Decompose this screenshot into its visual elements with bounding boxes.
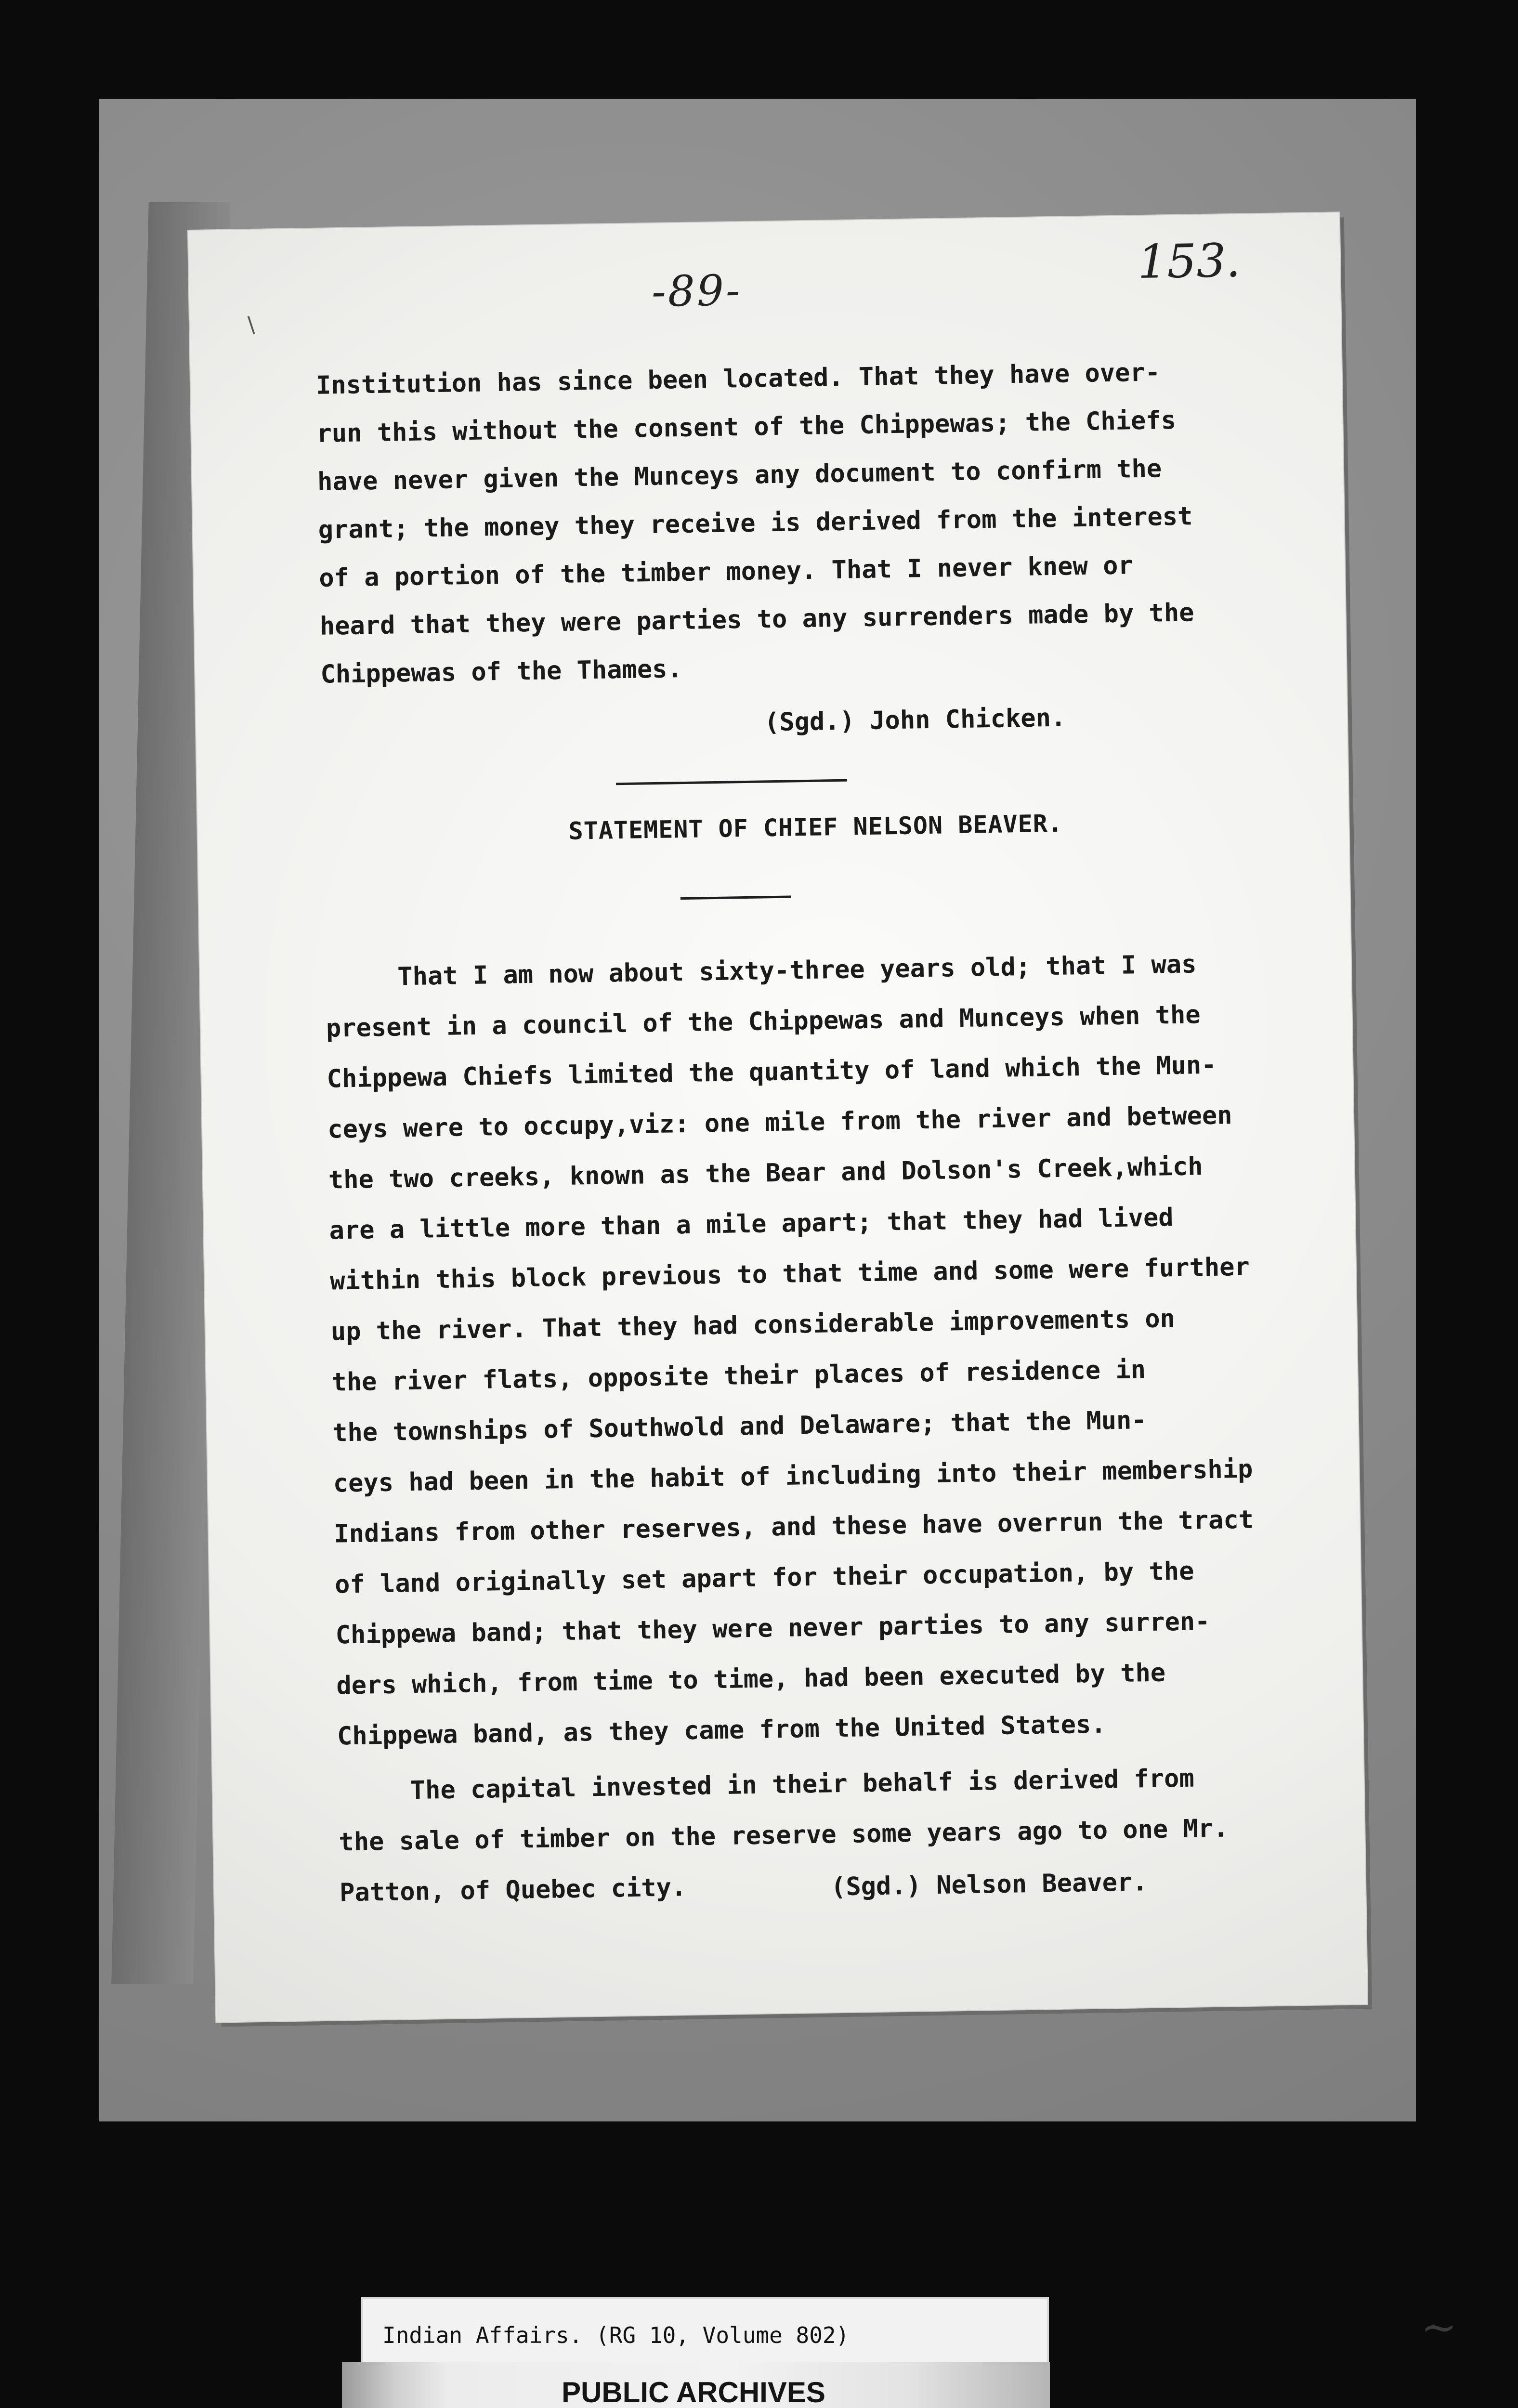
folio-number: 153. (1137, 233, 1241, 289)
text-line: of a portion of the timber money. That I never knew or (318, 551, 1134, 593)
text-line: up the river. That they had considerable improvements on (330, 1304, 1176, 1347)
divider-rule-top (616, 779, 847, 785)
text-line: are a little more than a mile apart; that they had lived (329, 1203, 1174, 1245)
text-line: the river flats, opposite their places of residence in (331, 1355, 1146, 1397)
archives-stamp (342, 2362, 1050, 2408)
page-number: -89- (651, 265, 743, 316)
text-line: the two creeks, known as the Bear and Dolson's Creek,which (328, 1152, 1203, 1195)
text-line: run this without the consent of the Chippewas; the Chiefs (316, 406, 1177, 448)
archives-stamp-text (477, 2377, 910, 2408)
text-line: Patton, of Quebec city. (339, 1873, 687, 1908)
text-line: Chippewas of the Thames. (320, 654, 683, 689)
archive-reference: Indian Affairs. (RG 10, Volume 802) (382, 2322, 850, 2348)
margin-mark: \ (247, 311, 255, 338)
section-heading: STATEMENT OF CHIEF NELSON BEAVER. (568, 809, 1063, 845)
text-line: The capital invested in their behalf is derived from (410, 1764, 1195, 1806)
text-line: Chippewa band, as they came from the United States. (337, 1710, 1106, 1751)
signature-nelson-beaver: (Sgd.) Nelson Beaver. (830, 1868, 1148, 1902)
text-line: the sale of timber on the reserve some years ago to one Mr. (339, 1814, 1229, 1857)
text-line: heard that they were parties to any surrenders made by the (319, 598, 1194, 641)
text-line: ceys had been in the habit of including into their membership (333, 1454, 1253, 1498)
text-line: ceys were to occupy,viz: one mile from the river and between (327, 1101, 1232, 1144)
text-line: Institution has since been located. That they have over- (315, 358, 1161, 400)
text-line: ders which, from time to time, had been executed by the (336, 1658, 1166, 1701)
text-line: Chippewa band; that they were never parties to any surren- (335, 1607, 1210, 1650)
text-line: Indians from other reserves, and these have overrun the tract (334, 1505, 1254, 1549)
text-line: within this block previous to that time and some were further (329, 1252, 1250, 1296)
signature-john-chicken: (Sgd.) John Chicken. (764, 703, 1066, 737)
divider-rule-bottom (680, 896, 791, 900)
text-line: of land originally set apart for their occupation, by the (334, 1557, 1194, 1599)
text-line: Chippewa Chiefs limited the quantity of land which the Mun- (327, 1050, 1217, 1094)
text-line: That I am now about sixty-three years old; that I was (397, 950, 1197, 992)
text-line: present in a council of the Chippewas and Munceys when the (326, 1000, 1201, 1043)
text-line: have never given the Munceys any document to confirm the (317, 454, 1162, 497)
text-line: grant; the money they receive is derived from the interest (318, 502, 1193, 545)
handwritten-mark: ~ (1421, 2302, 1457, 2353)
text-line: the townships of Southwold and Delaware; that the Mun- (332, 1406, 1147, 1448)
archives-line-english: PUBLIC ARCHIVES (562, 2376, 825, 2408)
typed-document-page (188, 212, 1367, 2022)
